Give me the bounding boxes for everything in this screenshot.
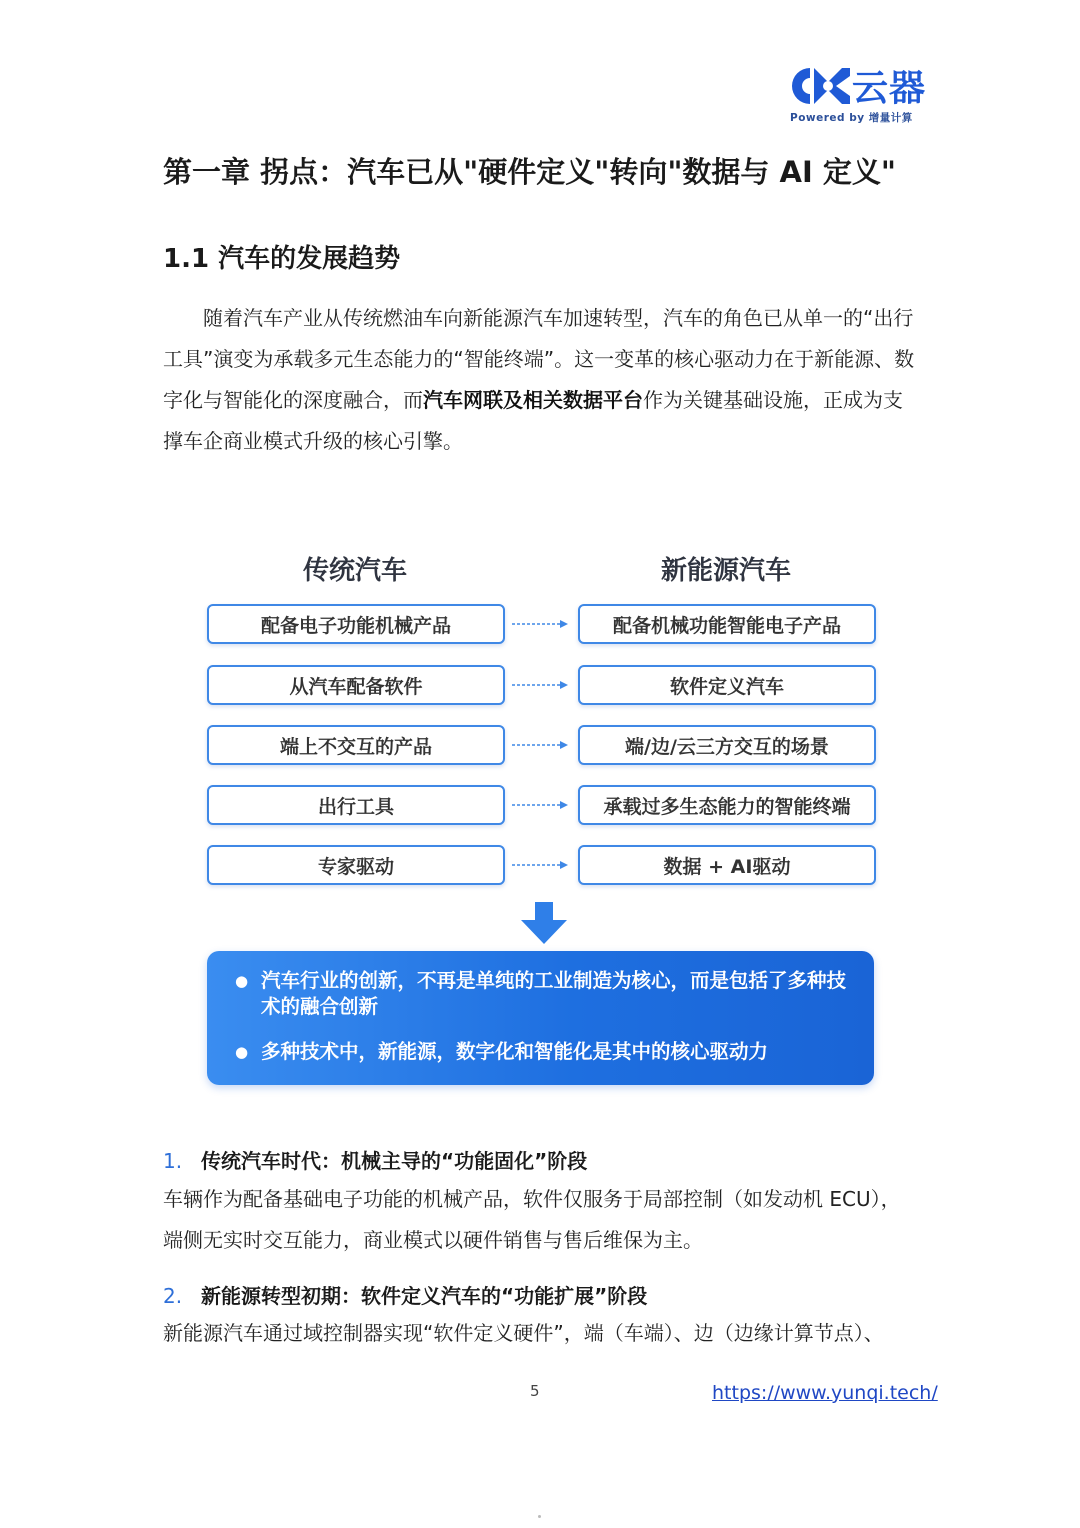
left-item-box: 出行工具 — [207, 785, 505, 825]
page-dot — [538, 1515, 541, 1518]
section-title: 1.1 汽车的发展趋势 — [163, 244, 401, 274]
summary-bullet: ● 汽车行业的创新，不再是单纯的工业制造为核心，而是包括了多种技术的融合创新 — [235, 968, 861, 1020]
left-item-box: 端上不交互的产品 — [207, 725, 505, 765]
diagram-right-header: 新能源汽车 — [660, 556, 791, 586]
chapter-title: 第一章 拐点：汽车已从"硬件定义"转向"数据与 AI 定义" — [163, 155, 896, 189]
dashed-arrow-icon — [512, 800, 568, 810]
diagram-left-header: 传统汽车 — [302, 556, 407, 586]
list-item-body: 车辆作为配备基础电子功能的机械产品，软件仅服务于局部控制（如发动机 ECU），端侧无实时交互能力，商业模式以硬件销售与售后维保为主。 — [163, 1187, 901, 1252]
dashed-arrow-icon — [512, 860, 568, 870]
intro-paragraph — [163, 298, 915, 462]
logo-mark-icon — [788, 64, 850, 108]
list-item-body: 新能源汽车通过域控制器实现“软件定义硬件”，端（车端）、边（边缘计算节点）、 — [163, 1321, 884, 1345]
left-item-box: 配备电子功能机械产品 — [207, 604, 505, 644]
list-item-heading — [163, 1145, 587, 1174]
down-arrow-icon — [519, 902, 569, 944]
list-item-number: 1. — [163, 1149, 183, 1173]
logo-tagline: Powered by 增量计算 — [790, 112, 913, 124]
list-item-number: 2. — [163, 1284, 183, 1308]
intro-text-1: 随着汽车产业从传统燃油车向新能源汽车加速转型，汽车的角色已从单一的“出行工具”演变为承载多元生态能力的“智能终端”。这一变革的核心驱动力在于新能源、数字化与智能化的深度融合，而 — [163, 306, 915, 412]
left-item-box: 专家驱动 — [207, 845, 505, 885]
dashed-arrow-icon — [512, 740, 568, 750]
right-item-box: 配备机械功能智能电子产品 — [578, 604, 876, 644]
brand-logo — [788, 62, 928, 126]
website-link[interactable]: https://www.yunqi.tech/ — [712, 1382, 938, 1404]
logo-name: 云器 — [852, 68, 927, 109]
right-item-box: 数据 + AI驱动 — [578, 845, 876, 885]
right-item-box: 端/边/云三方交互的场景 — [578, 725, 876, 765]
intro-text-2: 作为关键基础设施，正成为支撑车企商业模式升级的核心引擎。 — [163, 388, 903, 453]
left-item-box: 从汽车配备软件 — [207, 665, 505, 705]
page-number: 5 — [530, 1382, 540, 1400]
dashed-arrow-icon — [512, 680, 568, 690]
list-item-title: 传统汽车时代：机械主导的“功能固化”阶段 — [201, 1149, 588, 1173]
right-item-box: 承载过多生态能力的智能终端 — [578, 785, 876, 825]
list-item-heading — [163, 1280, 647, 1309]
right-item-box: 软件定义汽车 — [578, 665, 876, 705]
dashed-arrow-icon — [512, 619, 568, 629]
intro-bold-text: 汽车网联及相关数据平台 — [423, 388, 643, 412]
summary-bullet: ● 多种技术中，新能源，数字化和智能化是其中的核心驱动力 — [235, 1039, 861, 1065]
list-item-title: 新能源转型初期：软件定义汽车的“功能扩展”阶段 — [201, 1284, 648, 1308]
summary-panel — [207, 951, 874, 1085]
